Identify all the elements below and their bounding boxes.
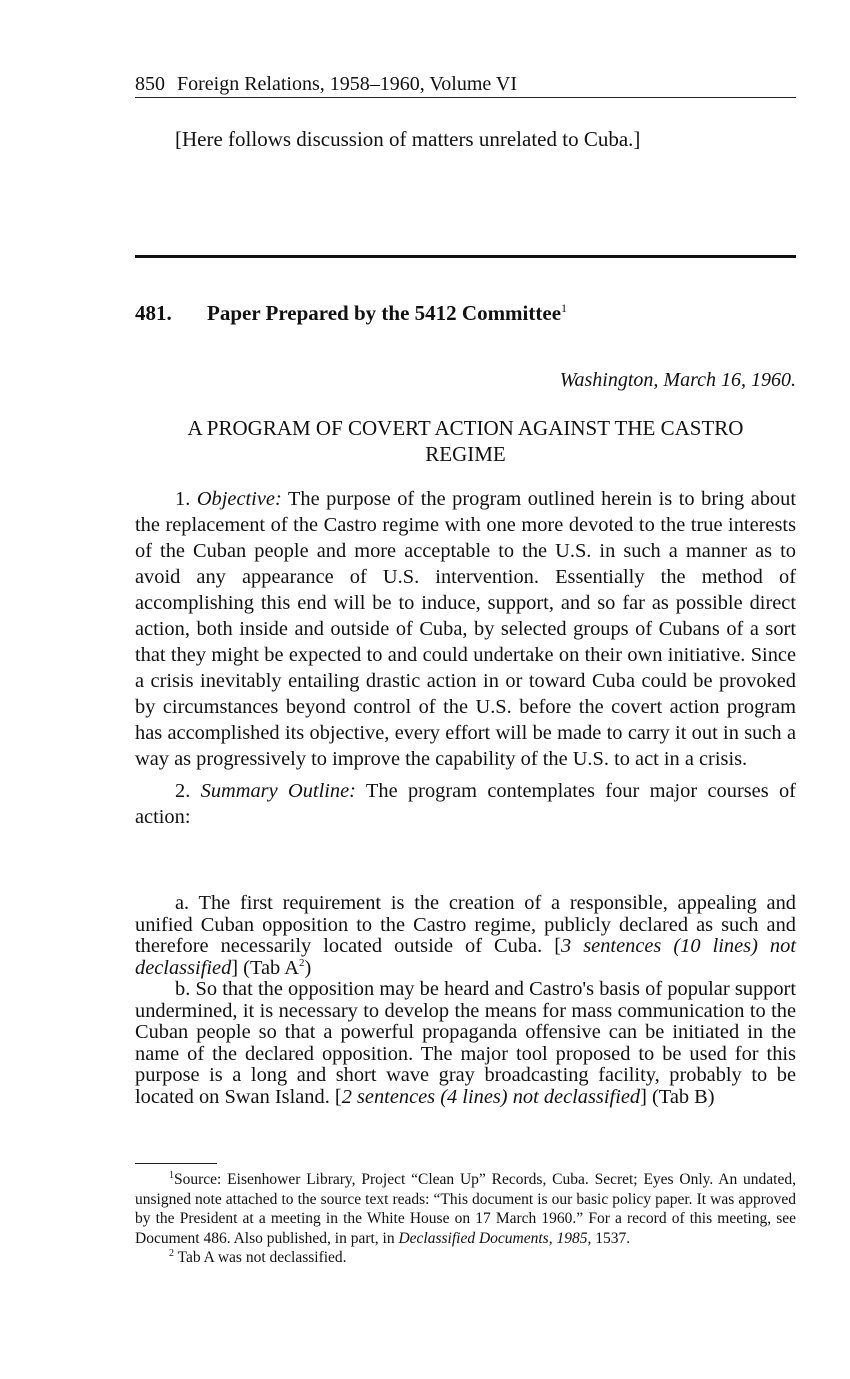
redaction-note: 2 sentences (4 lines) not declassified bbox=[341, 1085, 641, 1108]
sub-item-text: a. The first requirement is the creation of a responsible, appealing and unified Cuban opposition to the Castro regime, publicly declared as such and therefore necessarily located outside of Cuba. [ bbox=[135, 892, 796, 957]
footnote-1 bbox=[135, 1170, 796, 1248]
footnote-divider bbox=[135, 1163, 217, 1164]
document-number: 481. bbox=[135, 301, 172, 325]
paragraph-text: The purpose of the program outlined herein is to bring about the replacement of the Castro regime with one more devoted to the true interests of the Cuban people and more acceptable to the U.S. in such a manner as to avoid any appearance of U.S. intervention. Essentially the method of accomplishing this end will be to induce, support, and so far as possible direct action, both inside and outside of Cuba, by selected groups of Cubans of a sort that they might be expected to and could undertake on their own initiative. Since a crisis inevitably entailing drastic action in or toward Cuba could be provoked by circumstances beyond control of the U.S. before the covert action program has accomplished its objective, every effort will be made to carry it out in such a way as progressively to improve the capability of the U.S. to act in a crisis. bbox=[135, 488, 796, 770]
footnote-mark: 2 bbox=[169, 1247, 174, 1259]
footnote-mark: 1 bbox=[169, 1169, 174, 1181]
running-header bbox=[135, 72, 796, 98]
sub-item-text: b. So that the opposition may be heard and Castro's basis of popular support undermined, it is necessary to develop the means for mass communication to the Cuban people so that a powerful propaganda offensive can be initiated in the name of the declared opposition. The major tool proposed to be used for this purpose is a long and short wave gray broadcasting facility, probably to be located on Swan Island. [ bbox=[135, 978, 796, 1108]
sub-item-b bbox=[135, 979, 796, 1108]
sub-item-a bbox=[135, 893, 796, 979]
dateline: Washington, March 16, 1960. bbox=[559, 369, 796, 391]
document-divider bbox=[135, 255, 796, 258]
redaction-note: 3 sentences (10 lines) not declassified bbox=[135, 935, 796, 979]
paragraph-text: The program contemplates four major courses of action: bbox=[135, 780, 796, 828]
paper-title: A PROGRAM OF COVERT ACTION AGAINST THE CASTRO REGIME bbox=[187, 416, 744, 466]
paragraph-label: Objective: bbox=[196, 488, 282, 510]
sub-item-text: ] (Tab A bbox=[231, 956, 299, 979]
sub-items bbox=[135, 893, 796, 1108]
document-heading bbox=[135, 294, 796, 327]
sub-item-text: ] (Tab B) bbox=[640, 1085, 715, 1108]
footnote-ref-2: 2 bbox=[298, 956, 305, 969]
footnote-ref-1: 1 bbox=[561, 301, 568, 315]
paragraph-number: 1. bbox=[175, 488, 191, 510]
paragraph-summary bbox=[135, 778, 796, 830]
paragraph-objective bbox=[135, 486, 796, 772]
paragraph-number: 2. bbox=[175, 780, 191, 802]
footnote-text: 1537. bbox=[591, 1229, 631, 1247]
footnote-text: Tab A was not declassified. bbox=[177, 1249, 347, 1266]
page-number: 850 bbox=[135, 73, 165, 95]
body-text bbox=[135, 486, 796, 836]
footnote-2 bbox=[135, 1248, 796, 1268]
document-title: Paper Prepared by the 5412 Committee bbox=[207, 301, 562, 325]
sub-item-text: ) bbox=[304, 956, 312, 979]
paragraph-label: Summary Outline: bbox=[200, 780, 356, 802]
running-title: Foreign Relations, 1958–1960, Volume VI bbox=[177, 73, 517, 95]
footnotes bbox=[135, 1170, 796, 1268]
footnote-text: Source: Eisenhower Library, Project “Clean Up” Records, Cuba. Secret; Eyes Only. An undated, unsigned note attached to the source text reads: “This document is our basic policy paper. It was approved by the President at a meeting in the White House on 17 March 1960.” For a record of this meeting, see Document 486. Also published, in part, in bbox=[135, 1171, 796, 1247]
editorial-note: [Here follows discussion of matters unrelated to Cuba.] bbox=[175, 127, 641, 151]
footnote-citation: Declassified Documents, 1985, bbox=[398, 1229, 592, 1247]
